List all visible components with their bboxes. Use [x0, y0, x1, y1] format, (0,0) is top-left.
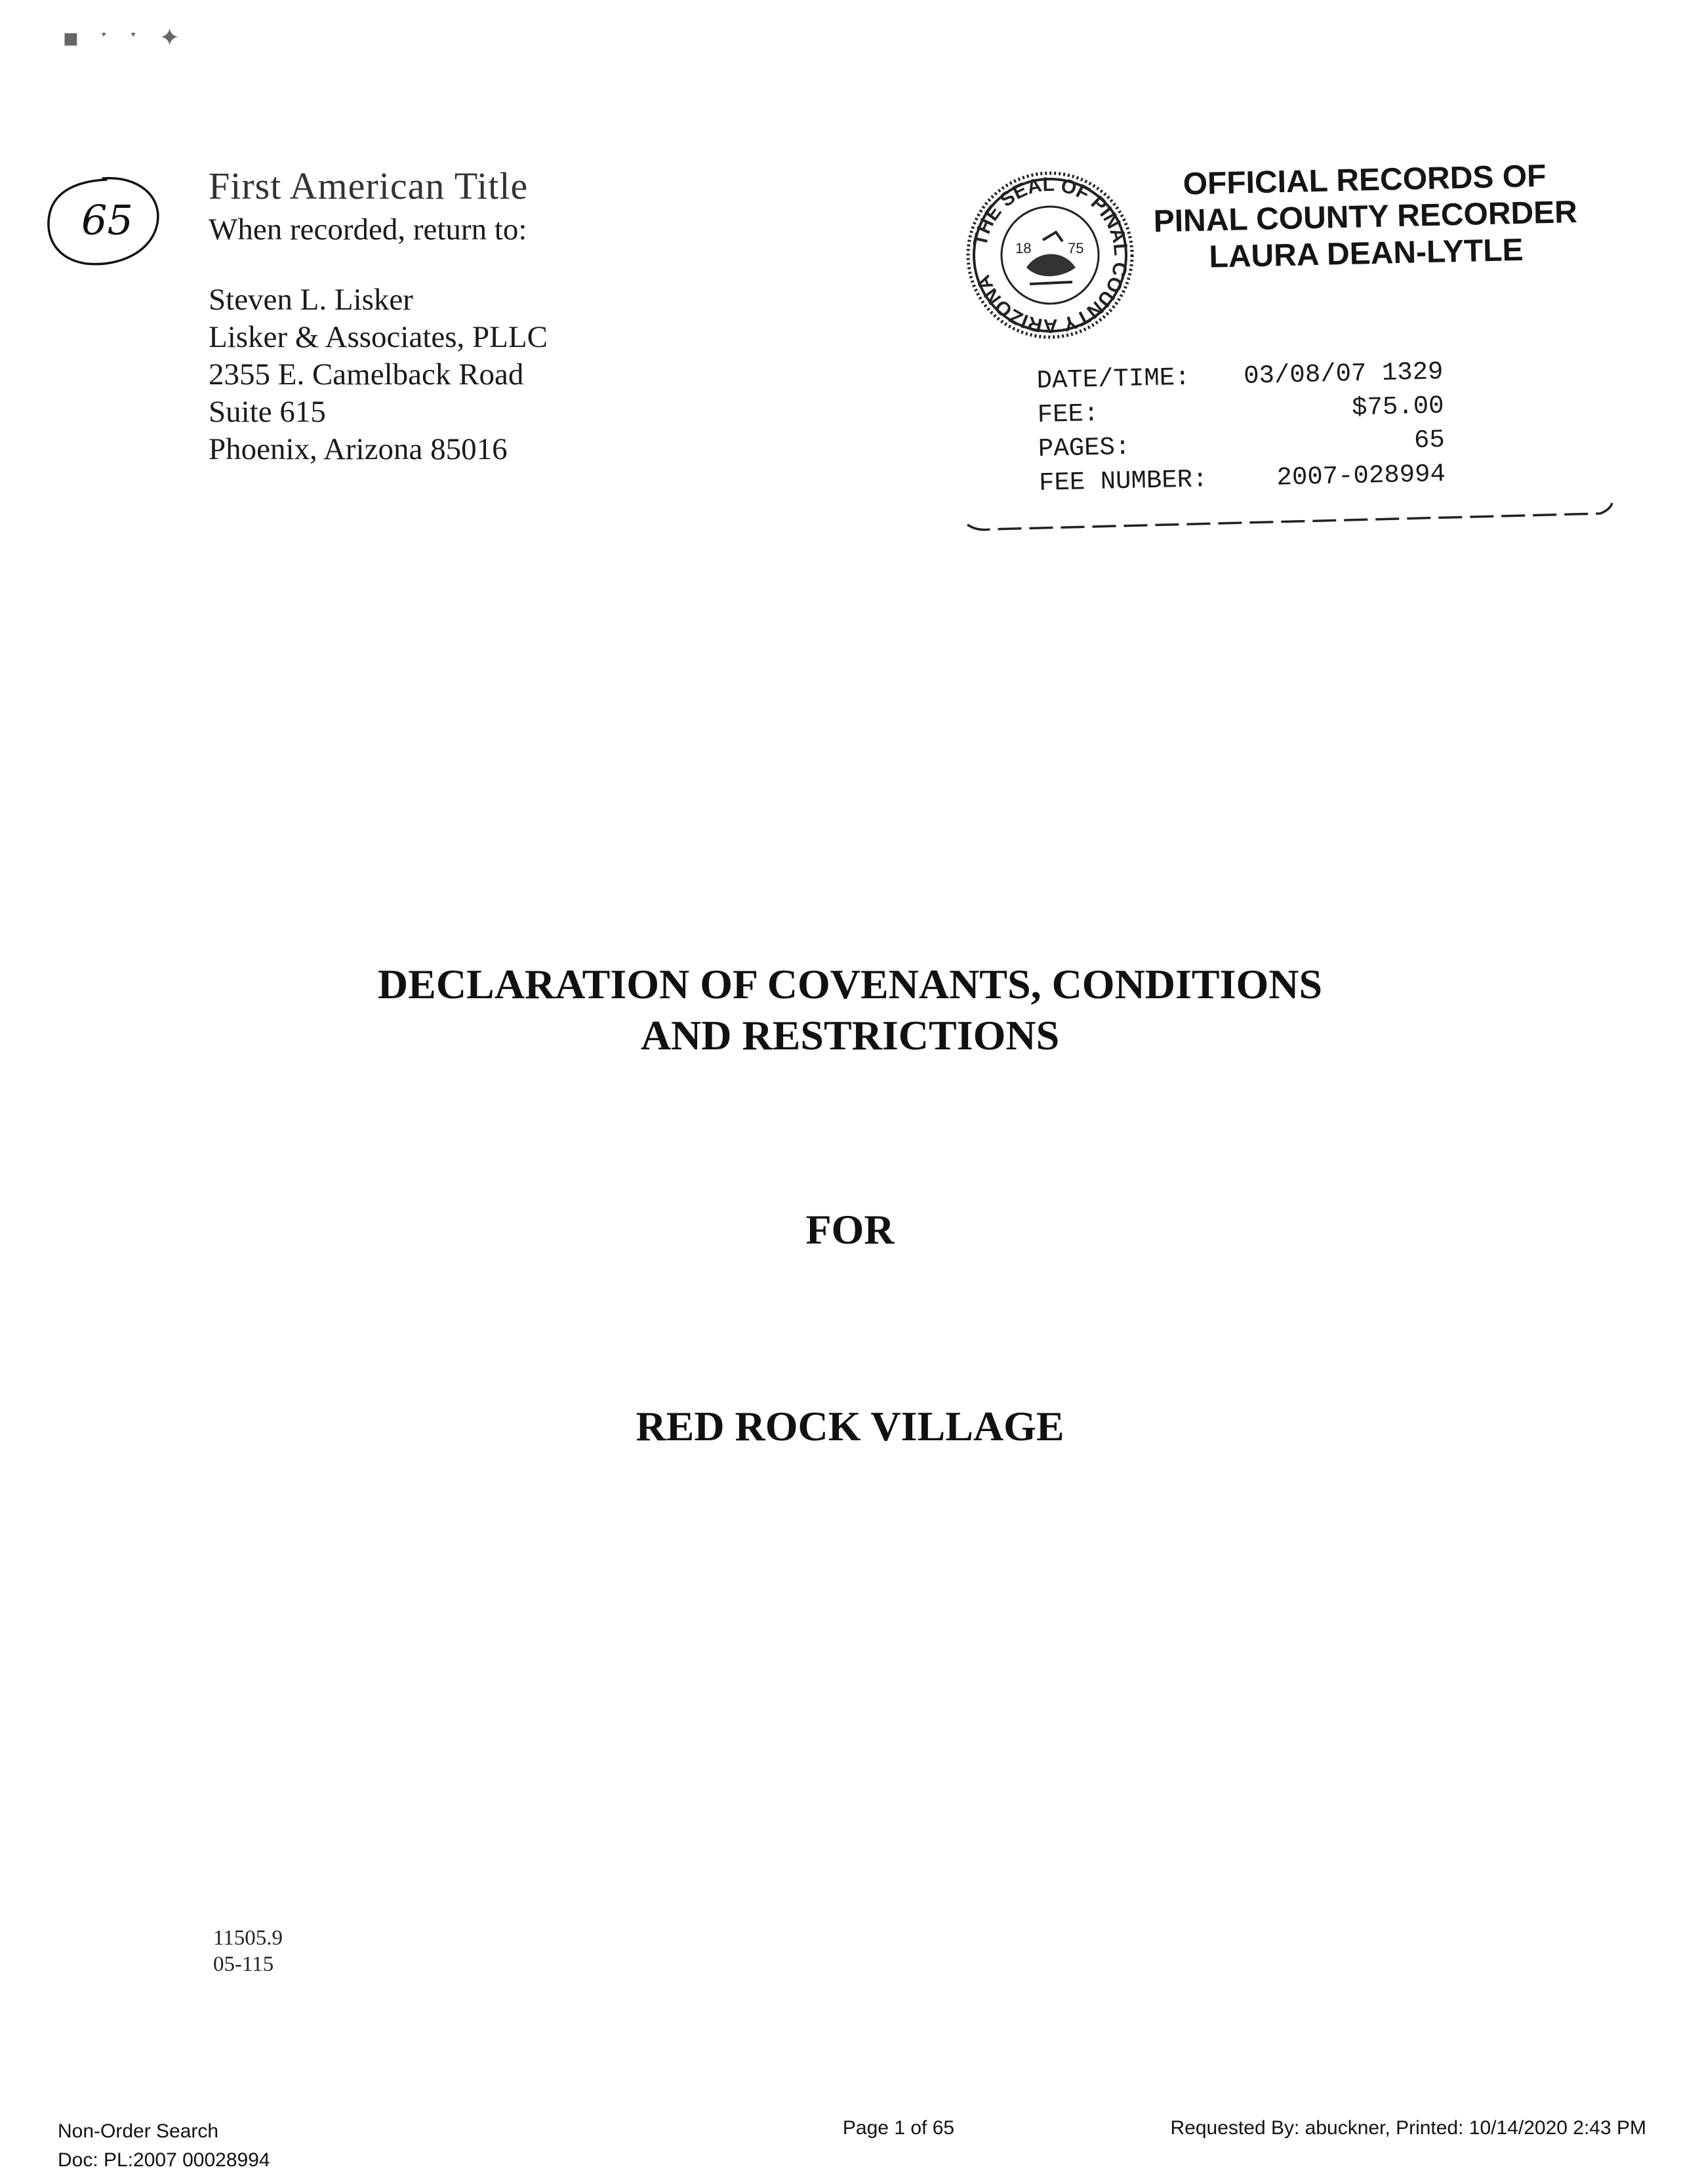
- stamp-label: PAGES:: [1038, 432, 1131, 464]
- stamp-value: 03/08/07 1329: [1243, 357, 1444, 391]
- stamp-value: 2007-028994: [1276, 459, 1446, 493]
- address-line: Suite 615: [209, 395, 326, 429]
- reference-codes: [213, 1925, 283, 1977]
- scan-specks: ▪ ˑ ˑ ✦: [62, 23, 187, 52]
- handwritten-number: 65: [81, 196, 133, 244]
- reference-code: 11505.9: [213, 1926, 283, 1950]
- recorder-title-line: OFFICIAL RECORDS OF: [1183, 159, 1547, 202]
- recording-stamp-fields: [1036, 355, 1446, 500]
- reference-code: 05-115: [213, 1952, 274, 1976]
- stamp-value: $75.00: [1351, 391, 1445, 423]
- document-title-line: DECLARATION OF COVENANTS, CONDITIONS: [377, 961, 1323, 1007]
- footer-requested-info: Requested By: abuckner, Printed: 10/14/2020 2:43 PM: [1170, 2117, 1646, 2139]
- document-title-line: AND RESTRICTIONS: [640, 1012, 1060, 1059]
- footer-doc-id: Doc: PL:2007 00028994: [58, 2149, 270, 2171]
- footer-page-info: Page 1 of 65: [842, 2117, 955, 2139]
- stamp-value: 65: [1413, 425, 1446, 455]
- return-address-block: [209, 164, 799, 468]
- footer-search-type: Non-Order Search: [58, 2120, 219, 2142]
- recorder-title: [1141, 157, 1590, 277]
- seal-text: THE SEAL OF PINAL COUNTY ARIZONA: [969, 173, 1132, 337]
- footer-left: [58, 2117, 270, 2175]
- document-for-label: FOR: [805, 1206, 895, 1253]
- address-line: Steven L. Lisker: [209, 283, 413, 317]
- stamp-label: FEE NUMBER:: [1038, 465, 1209, 498]
- address-line: 2355 E. Camelback Road: [209, 357, 524, 392]
- recorder-title-line: LAURA DEAN-LYTLE: [1208, 232, 1524, 275]
- seal-year-left: 18: [1015, 240, 1032, 256]
- address-line: Phoenix, Arizona 85016: [209, 432, 508, 466]
- seal-year-right: 75: [1068, 240, 1084, 256]
- when-recorded-label: When recorded, return to:: [209, 212, 527, 247]
- stamp-dashed-rule: [964, 502, 1613, 541]
- address-line: Lisker & Associates, PLLC: [209, 320, 548, 354]
- title-company: First American Title: [209, 165, 529, 207]
- stamp-label: FEE:: [1037, 399, 1099, 430]
- stamp-label: DATE/TIME:: [1036, 363, 1191, 395]
- document-title: [0, 959, 1700, 1061]
- handwritten-circled-number: [41, 172, 165, 270]
- project-name: RED ROCK VILLAGE: [636, 1403, 1064, 1449]
- recorder-title-line: PINAL COUNTY RECORDER: [1153, 194, 1578, 239]
- county-seal-icon: [964, 169, 1136, 341]
